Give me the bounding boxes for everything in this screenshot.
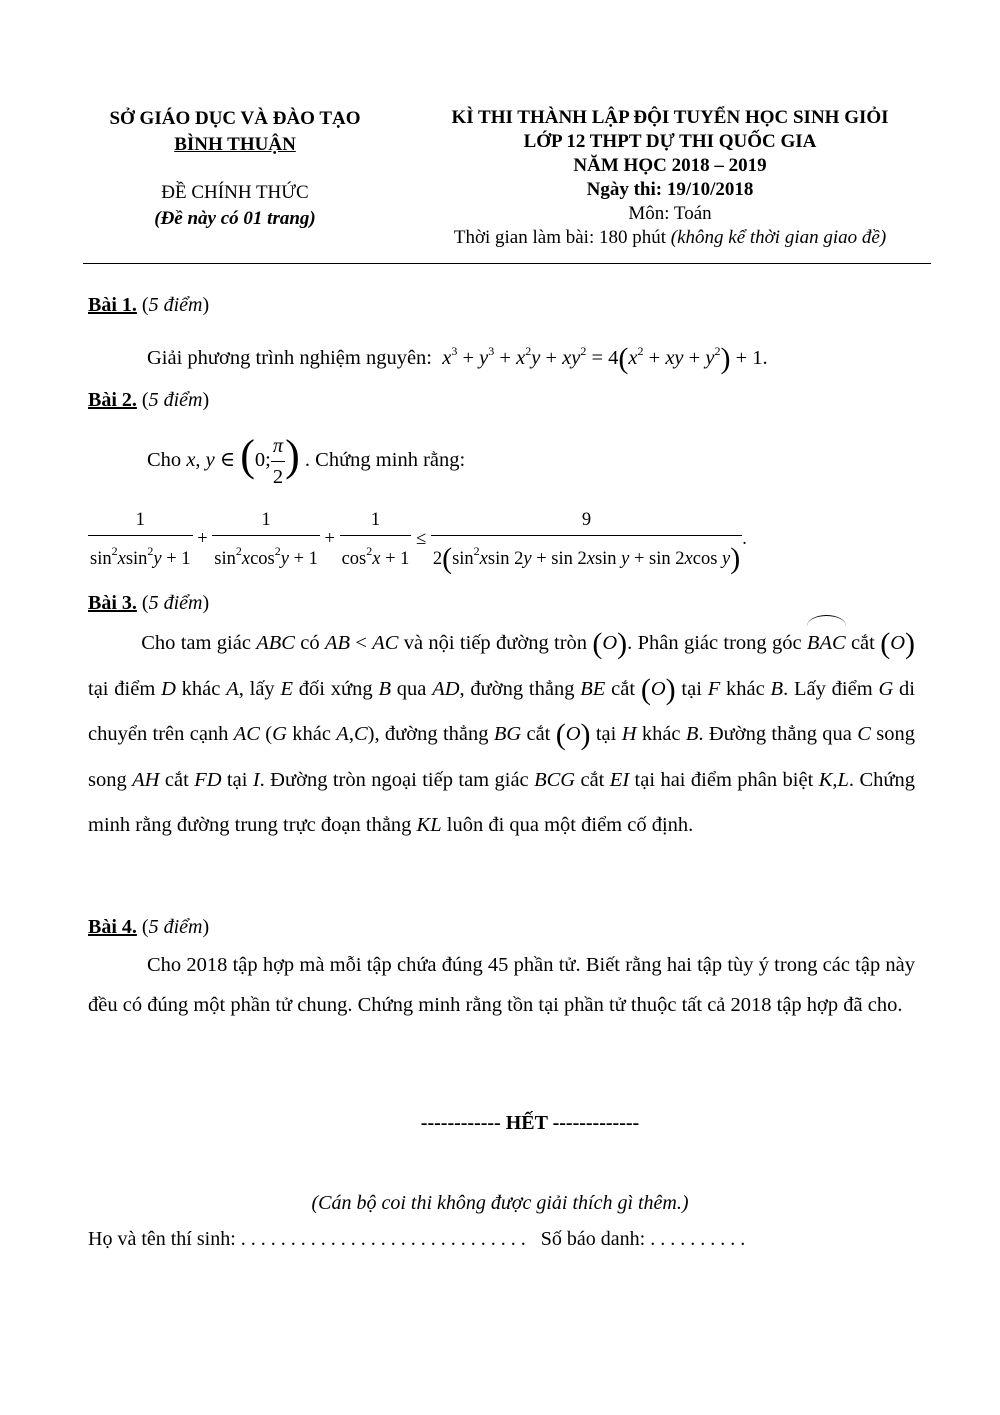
problem-2-heading: Bài 2. (5 điểm) [88, 389, 210, 411]
exam-grade: LỚP 12 THPT DỰ THI QUỐC GIA [523, 131, 817, 152]
equation: $x^3 + y^3 + x^2y + xy^2 = 4(x^2$ + xy + $y^2) + 1$. [442, 342, 768, 375]
province-name: BÌNH THUẬN [174, 134, 296, 155]
candidate-id-field: Số báo danh: . . . . . . . . . . [540, 1228, 746, 1250]
exam-date: Ngày thi: 19/10/2018 [586, 179, 754, 200]
problem-2-condition [147, 425, 465, 492]
problem-intro: Giải phương trình nghiệm nguyên: [147, 347, 432, 369]
problem-1-statement [147, 329, 927, 381]
problem-title: Bài 4. [88, 916, 137, 938]
problem-title: Bài 1. [88, 294, 137, 316]
official-label: ĐỀ CHÍNH THỨC [161, 182, 309, 203]
school-year: NĂM HỌC 2018 – 2019 [573, 155, 767, 176]
problem-points: 5 điểm [148, 389, 203, 411]
problem-points: 5 điểm [148, 592, 203, 614]
problem-1-heading: Bài 1. (5 điểm) [88, 294, 210, 316]
problem-points: 5 điểm [148, 916, 203, 938]
problem-4-heading: Bài 4. (5 điểm) [88, 916, 210, 938]
time-note: (không kể thời gian giao đề) [670, 227, 887, 248]
problem-4-statement: Cho 2018 tập hợp mà mỗi tập chứa đúng 45 phần tử. Biết rằng hai tập tùy ý trong các tập này đều có đúng một phần tử chung. Chứng minh rằng tồn tại phần tử thuộc tất cả 2018 tập hợp đã cho. [88, 954, 915, 1016]
problem-3-statement: Cho tam giác ABC có AB < AC và nội tiếp đường tròn (O). Phân giác trong góc BAC cắt (O) tại điểm D khác A, lấy E đối xứng B qua AD, đường thẳng BE cắt (O) tại F khác B. Lấy điểm G di chuyển trên cạnh AC (G khác A,C), đường thẳng BG cắt (O) tại H khác B. Đường thẳng qua C song song AH cắt FD tại I. Đường tròn ngoại tiếp tam giác BCG cắt EI tại hai điểm phân biệt K,L. Chứng minh rằng đường trung trực đoạn thẳng KL luôn đi qua một điểm cố định. [88, 621, 915, 849]
header-right [420, 106, 920, 250]
header-divider [83, 263, 931, 264]
department-name: SỞ GIÁO DỤC VÀ ĐÀO TẠO [109, 108, 361, 129]
end-marker: ------------ HẾT ------------- [420, 1112, 640, 1134]
problem-points: 5 điểm [148, 294, 203, 316]
pages-note: (Đề này có 01 trang) [154, 208, 316, 229]
interval: x, y ∈ (0; $\frac{\pi}{2}$ ) [186, 431, 300, 488]
candidate-name-field: Họ và tên thí sinh: . . . . . . . . . . . . . . . . . . . . . . . . . . . . . [88, 1228, 526, 1250]
problem-3-heading: Bài 3. (5 điểm) [88, 592, 210, 614]
exam-title: KÌ THI THÀNH LẬP ĐỘI TUYỂN HỌC SINH GIỎI [451, 107, 889, 128]
problem-title: Bài 3. [88, 592, 137, 614]
time-prefix: Thời gian làm bài: 180 phút [453, 227, 671, 248]
subject: Môn: Toán [628, 203, 712, 224]
inequality: $\frac{1}{\sin^2xsin^2y + 1}$ + $\frac{1}{\sin^2xcos^2y + 1}$ + $\frac{1}{\cos^2x + 1}$ ≤ $\frac{9}{2(\sin^2xsin 2y + \sin 2xsin y + \sin 2xcos y)}$ . [88, 505, 928, 574]
proctor-note: (Cán bộ coi thi không được giải thích gì thêm.) [311, 1192, 689, 1214]
header-left [85, 106, 385, 232]
problem-intro: Cho [147, 449, 182, 471]
time-limit [420, 226, 920, 250]
problem-after: . Chứng minh rằng: [304, 449, 466, 471]
candidate-info [88, 1228, 745, 1251]
problem-title: Bài 2. [88, 389, 137, 411]
